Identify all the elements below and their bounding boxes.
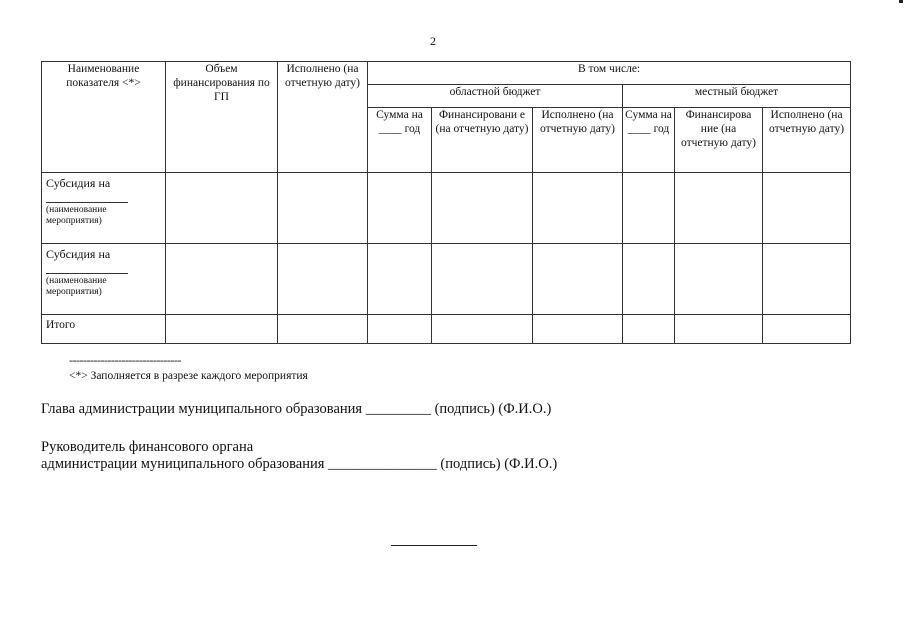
table-row [42,173,851,244]
measure-hint: (наименование мероприятия) [46,205,107,226]
table-cell [533,315,623,344]
row-label [42,244,166,315]
signature-head: Глава администрации муниципального образования _________ (подпись) (Ф.И.О.) [41,401,552,417]
header-local-budget: местный бюджет [623,85,851,108]
table-cell [623,173,675,244]
header-regional-budget: областной бюджет [368,85,623,108]
table-cell [432,244,533,315]
table-cell [432,173,533,244]
page-number: 2 [430,34,436,48]
header-executed: Исполнено (на отчетную дату) [278,62,368,173]
measure-hint: (наименование мероприятия) [46,276,107,297]
table-cell [278,315,368,344]
table-cell [368,315,432,344]
table-cell [533,244,623,315]
table-cell [533,173,623,244]
footnote-separator: -------------------------------- [69,353,181,367]
closing-rule [391,545,477,546]
table-cell [166,173,278,244]
blank-line [46,190,128,203]
table-cell [623,244,675,315]
table-cell [166,315,278,344]
header-including: В том числе: [368,62,851,85]
table-cell [278,173,368,244]
footnote: <*> Заполняется в разрезе каждого мероприятия [69,370,308,382]
subsidy-title: Субсидия на [46,176,111,190]
report-table [41,61,851,344]
blank-line [46,261,128,274]
scan-mark [899,0,903,3]
table-cell [763,173,851,244]
header-indicator-name: Наименование показателя <*> [42,62,166,173]
table-cell [166,244,278,315]
table-cell [623,315,675,344]
table-cell [675,244,763,315]
table-cell [278,244,368,315]
header-local-executed: Исполнено (на отчетную дату) [763,108,851,173]
table-cell [675,173,763,244]
table-cell [763,315,851,344]
signature-finance-line: администрации муниципального образования _______________ (подпись) (Ф.И.О.) [41,456,558,472]
header-regional-financing: Финансировани е (на отчетную дату) [432,108,533,173]
header-local-sum: Сумма на ____ год [623,108,675,173]
row-label [42,173,166,244]
header-regional-sum: Сумма на ____ год [368,108,432,173]
table-cell [368,173,432,244]
total-label: Итого [42,315,166,344]
header-local-financing: Финансирова ние (на отчетную дату) [675,108,763,173]
table-cell [675,315,763,344]
header-financing-volume: Объем финансирования по ГП [166,62,278,173]
table-row [42,244,851,315]
table-cell [763,244,851,315]
subsidy-title: Субсидия на [46,247,111,261]
header-regional-executed: Исполнено (на отчетную дату) [533,108,623,173]
signature-finance-title: Руководитель финансового органа [41,439,254,455]
table-cell [432,315,533,344]
table-cell [368,244,432,315]
table-row-total [42,315,851,344]
